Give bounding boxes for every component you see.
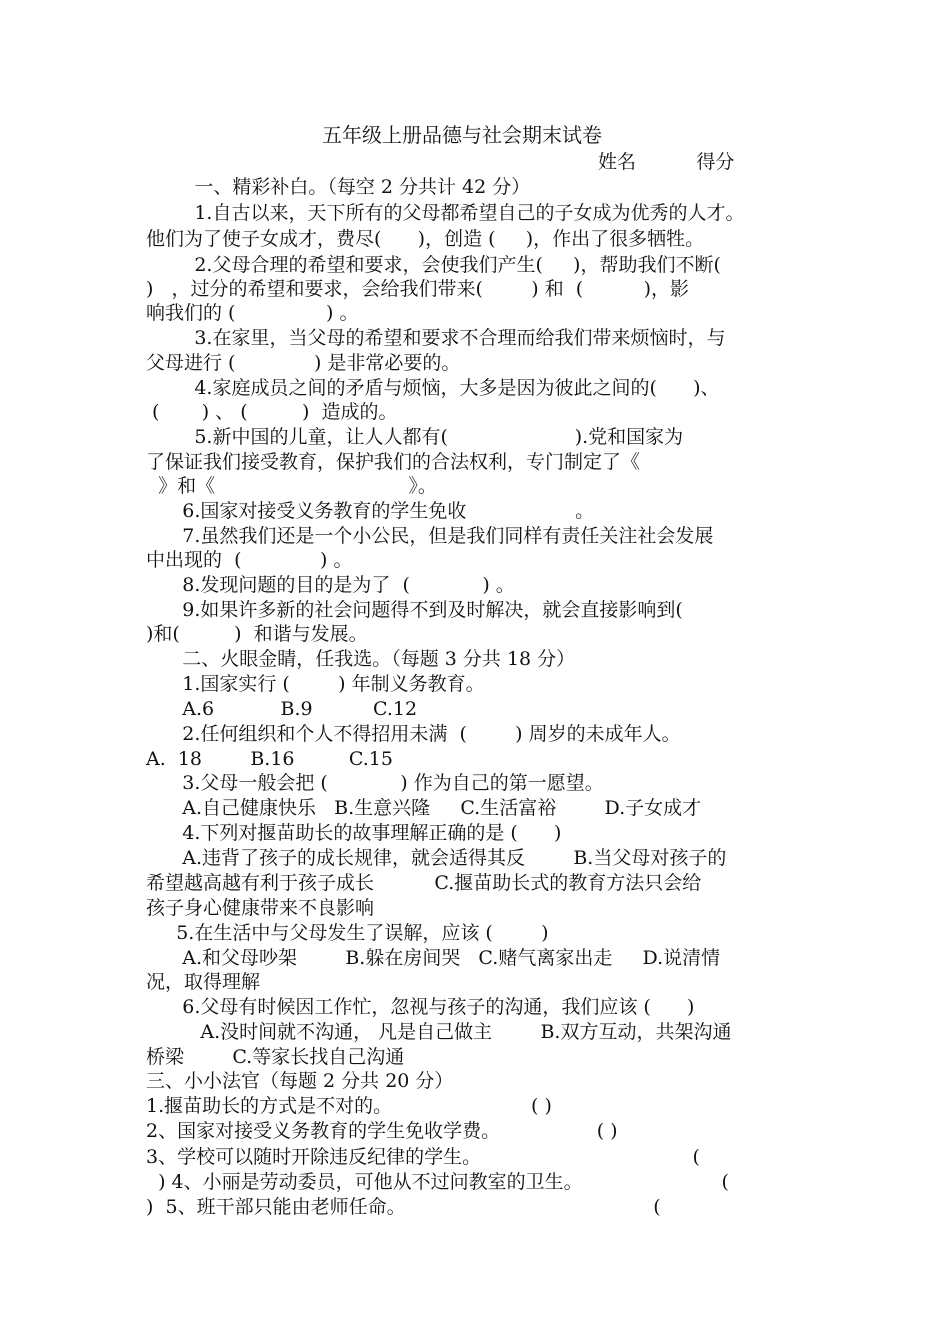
- answer-options-line: A. 18 B.16 C.15: [146, 748, 393, 770]
- question-text-line: 了保证我们接受教育，保护我们的合法权利，专门制定了《: [146, 451, 641, 473]
- question-text-line: 4.下列对揠苗助长的故事理解正确的是 ( ): [146, 822, 562, 844]
- true-false-item: 1.揠苗助长的方式是不对的。 ( ): [146, 1095, 552, 1117]
- question-text-line: 7.虽然我们还是一个小公民，但是我们同样有责任关注社会发展: [146, 525, 714, 547]
- question-text-line: 4.家庭成员之间的矛盾与烦恼，大多是因为彼此之间的( )、: [146, 377, 720, 399]
- question-text-line: )和( ) 和谐与发展。: [146, 623, 368, 645]
- answer-options-line: 桥梁 C.等家长找自己沟通: [146, 1046, 405, 1068]
- question-text-line: 6.国家对接受义务教育的学生免收 。: [146, 500, 595, 522]
- answer-options-line: 孩子身心健康带来不良影响: [146, 897, 375, 919]
- section-2-heading: 二、火眼金睛，任我选。（每题 3 分共 18 分）: [146, 648, 576, 670]
- question-text-line: 2.任何组织和个人不得招用未满 ( ) 周岁的未成年人。: [146, 723, 681, 745]
- question-text-line: 5.在生活中与父母发生了误解，应该 ( ): [146, 922, 549, 944]
- true-false-item: 2、国家对接受义务教育的学生免收学费。 ( ): [146, 1120, 618, 1142]
- answer-options-line: A.自己健康快乐 B.生意兴隆 C.生活富裕 D.子女成才: [146, 797, 702, 819]
- answer-options-line: A.和父母吵架 B.躲在房间哭 C.赌气离家出走 D.说清情: [146, 947, 721, 969]
- true-false-item: ) 5、班干部只能由老师任命。 (: [146, 1196, 661, 1218]
- question-text-line: 他们为了使子女成才，费尽( )，创造 ( )，作出了很多牺牲。: [146, 228, 705, 250]
- question-text-line: 9.如果许多新的社会问题得不到及时解决，就会直接影响到(: [146, 599, 683, 621]
- question-text-line: 》和《 》。: [146, 475, 437, 497]
- question-text-line: ( ) 、 ( ) 造成的。: [146, 401, 398, 423]
- answer-options-line: A.没时间就不沟通， 凡是自己做主 B.双方互动，共架沟通: [146, 1021, 732, 1043]
- question-text-line: 6.父母有时候因工作忙，忽视与孩子的沟通，我们应该 ( ): [146, 996, 695, 1018]
- answer-options-line: 况，取得理解: [146, 971, 261, 993]
- section-3-heading: 三、小小法官（每题 2 分共 20 分）: [146, 1070, 454, 1092]
- question-text-line: 1.自古以来，天下所有的父母都希望自己的子女成为优秀的人才。: [146, 202, 745, 224]
- question-text-line: 中出现的 ( ) 。: [146, 549, 353, 571]
- question-text-line: 5.新中国的儿童，让人人都有( ).党和国家为: [146, 426, 684, 448]
- true-false-item: ) 4、小丽是劳动委员，可他从不过问教室的卫生。 (: [146, 1171, 729, 1193]
- section-1-heading: 一、精彩补白。（每空 2 分共计 42 分）: [146, 176, 531, 198]
- question-text-line: 3.父母一般会把 ( ) 作为自己的第一愿望。: [146, 772, 604, 794]
- answer-options-line: A.违背了孩子的成长规律，就会适得其反 B.当父母对孩子的: [146, 847, 727, 869]
- answer-options-line: 希望越高越有利于孩子成长 C.揠苗助长式的教育方法只会给: [146, 872, 702, 894]
- name-score-line: 姓名 得分: [598, 151, 735, 173]
- question-text-line: ) ，过分的希望和要求，会给我们带来( ) 和 ( )，影: [146, 278, 690, 300]
- answer-options-line: A.6 B.9 C.12: [146, 698, 418, 720]
- question-text-line: 2.父母合理的希望和要求，会使我们产生( )，帮助我们不断(: [146, 254, 721, 276]
- true-false-item: 3、学校可以随时开除违反纪律的学生。 (: [146, 1146, 700, 1168]
- question-text-line: 父母进行 ( ) 是非常必要的。: [146, 352, 461, 374]
- question-text-line: 1.国家实行 ( ) 年制义务教育。: [146, 673, 485, 695]
- question-text-line: 3.在家里，当父母的希望和要求不合理而给我们带来烦恼时，与: [146, 327, 726, 349]
- question-text-line: 8.发现问题的目的是为了 ( ) 。: [146, 574, 515, 596]
- question-text-line: 响我们的 ( ) 。: [146, 302, 359, 324]
- exam-title: 五年级上册品德与社会期末试卷: [322, 123, 602, 147]
